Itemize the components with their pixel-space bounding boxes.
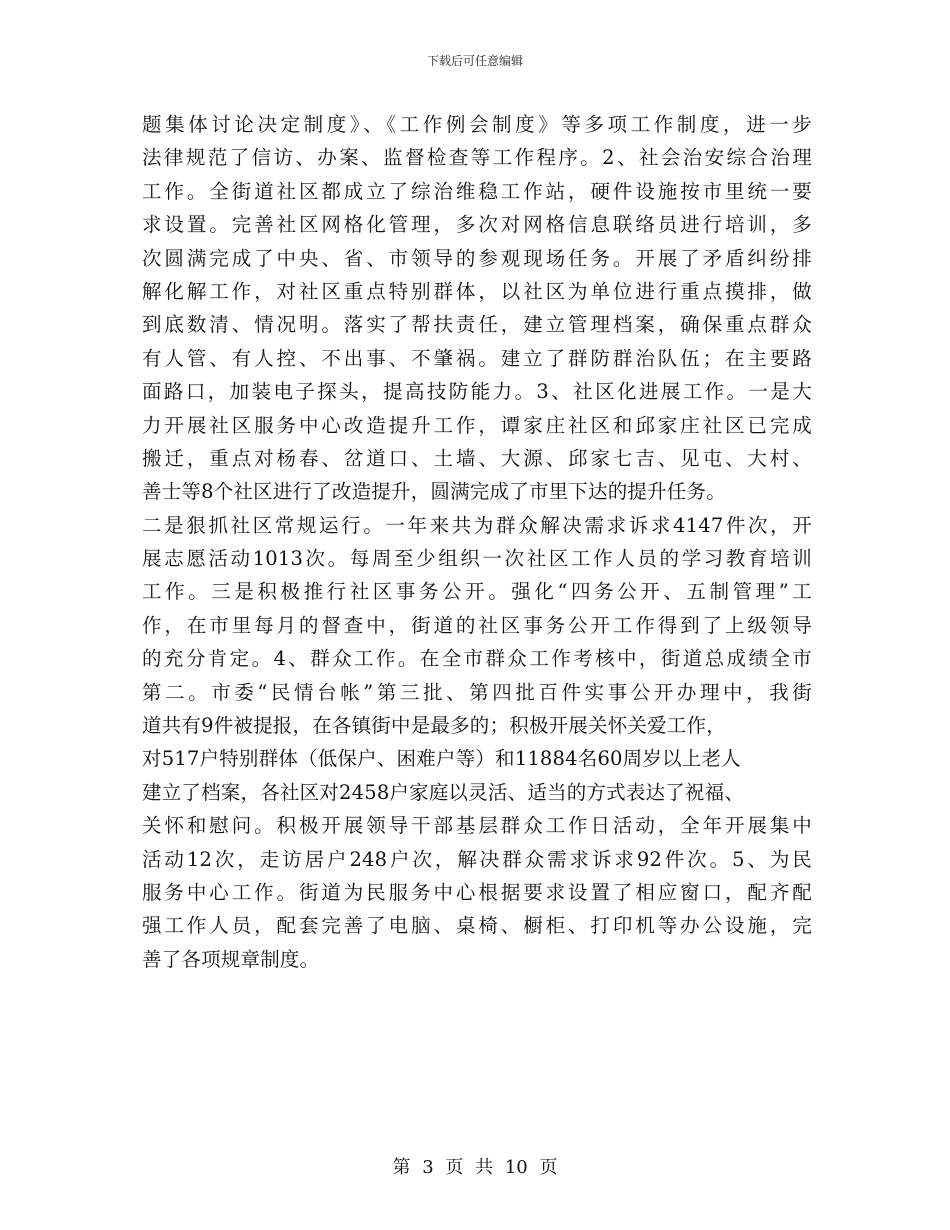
page-header-note: 下载后可任意编辑	[426, 54, 523, 68]
body-line: 工作。全街道社区都成立了综治维稳工作站，硬件设施按市里统一要	[142, 179, 812, 203]
body-line: 作，在市里每月的督查中，街道的社区事务公开工作得到了上级领导	[142, 613, 812, 637]
body-line: 建立了档案，各社区对2458户家庭以灵活、适当的方式表达了祝福、	[142, 780, 745, 804]
body-line: 展志愿活动1013次。每周至少组织一次社区工作人员的学习教育培训	[142, 547, 812, 571]
body-line: 工作。三是积极推行社区事务公开。强化“四务公开、五制管理”工	[142, 580, 812, 604]
body-line: 搬迁，重点对杨春、岔道口、土墙、大源、邱家七吉、见屯、大村、	[142, 446, 812, 470]
body-line: 题集体讨论决定制度》、《工作例会制度》等多项工作制度，进一步	[142, 113, 812, 136]
document-body	[142, 108, 812, 976]
body-line: 善士等8个社区进行了改造提升，圆满完成了市里下达的提升任务。	[142, 480, 726, 504]
body-line: 面路口，加装电子探头，提高技防能力。3、社区化进展工作。一是大	[142, 380, 812, 404]
body-line: 次圆满完成了中央、省、市领导的参观现场任务。开展了矛盾纠纷排	[142, 246, 812, 270]
body-line: 道共有9件被提报，在各镇街中是最多的；积极开展关怀关爱工作，	[142, 714, 726, 738]
body-line: 解化解工作，对社区重点特别群体，以社区为单位进行重点摸排，做	[142, 279, 812, 303]
body-line: 服务中心工作。街道为民服务中心根据要求设置了相应窗口，配齐配	[142, 880, 812, 904]
body-line: 求设置。完善社区网格化管理，多次对网格信息联络员进行培训，多	[142, 213, 812, 237]
body-line: 有人管、有人控、不出事、不肇祸。建立了群防群治队伍；在主要路	[142, 346, 812, 370]
page-number: 第 3 页 共 10 页	[392, 1157, 558, 1178]
body-line: 关怀和慰问。积极开展领导干部基层群众工作日活动，全年开展集中	[142, 814, 812, 838]
body-line: 力开展社区服务中心改造提升工作，谭家庄社区和邱家庄社区已完成	[142, 413, 812, 437]
body-line: 对517户特别群体（低保户、困难户等）和11884名60周岁以上老人	[142, 747, 741, 771]
body-line: 法律规范了信访、办案、监督检查等工作程序。2、社会治安综合治理	[142, 146, 812, 170]
body-line: 第二。市委“民情台帐”第三批、第四批百件实事公开办理中，我街	[142, 680, 812, 704]
body-line: 活动12次，走访居户248户次，解决群众需求诉求92件次。5、为民	[142, 847, 812, 871]
body-line: 的充分肯定。4、群众工作。在全市群众工作考核中，街道总成绩全市	[142, 647, 812, 671]
body-line: 二是狠抓社区常规运行。一年来共为群众解决需求诉求4147件次，开	[142, 513, 812, 537]
body-line: 到底数清、情况明。落实了帮扶责任，建立管理档案，确保重点群众	[142, 313, 812, 337]
body-line: 善了各项规章制度。	[142, 947, 320, 971]
body-line: 强工作人员，配套完善了电脑、桌椅、橱柜、打印机等办公设施，完	[142, 914, 812, 938]
